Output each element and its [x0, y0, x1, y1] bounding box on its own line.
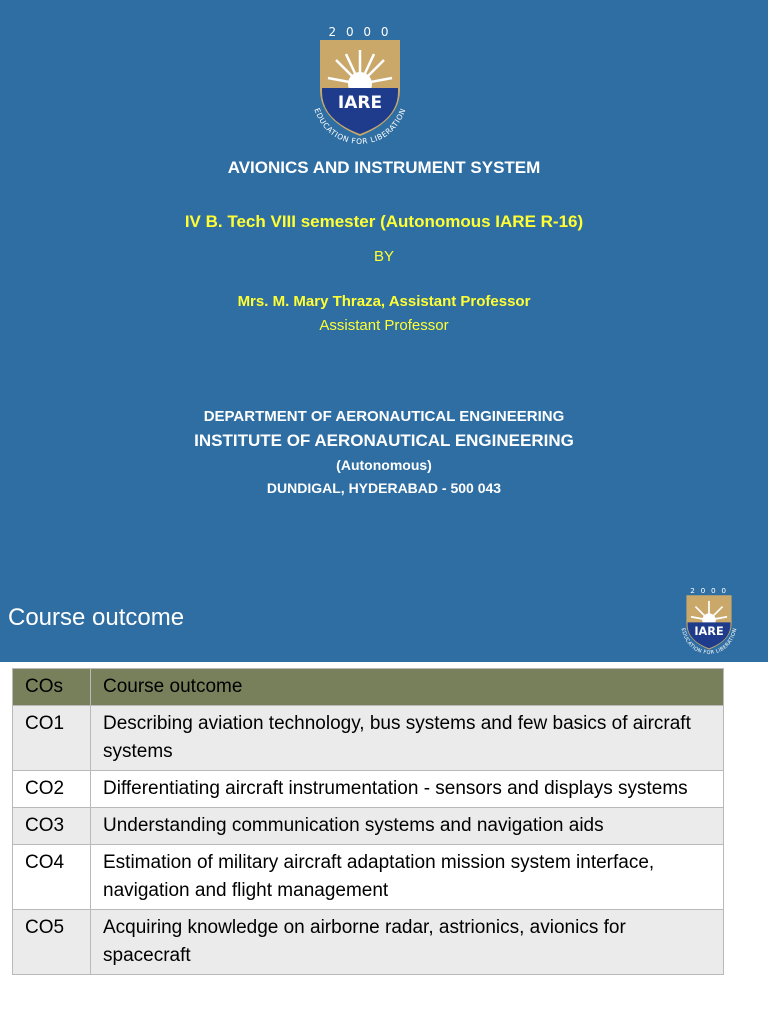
- co-outcome: Acquiring knowledge on airborne radar, astrionics, avionics for spacecraft: [91, 910, 724, 975]
- co-outcome: Estimation of military aircraft adaptation mission system interface, navigation and flight management: [91, 845, 724, 910]
- by-label: BY: [373, 248, 394, 265]
- logo-small-year: 2 0 0 0: [690, 586, 728, 596]
- institute-address: DUNDIGAL, HYDERABAD - 500 043: [266, 480, 502, 496]
- course-outcome-table: [12, 668, 724, 975]
- institute-name: INSTITUTE OF AERONAUTICAL ENGINEERING: [194, 431, 574, 450]
- co-code: CO5: [13, 910, 91, 975]
- header-cos: COs: [13, 669, 91, 706]
- slide-title: Course outcome: [8, 604, 185, 631]
- co-code: CO3: [13, 808, 91, 845]
- logo-small-name: IARE: [694, 624, 724, 638]
- table-row: [13, 845, 724, 910]
- department-name: DEPARTMENT OF AERONAUTICAL ENGINEERING: [203, 408, 565, 425]
- autonomous-status: (Autonomous): [336, 457, 432, 473]
- logo-name: IARE: [337, 93, 383, 113]
- co-outcome: Differentiating aircraft instrumentation - sensors and displays systems: [91, 771, 724, 808]
- co-outcome: Understanding communication systems and navigation aids: [91, 808, 724, 845]
- table-row: [13, 771, 724, 808]
- slide-header: [0, 576, 768, 662]
- co-outcome: Describing aviation technology, bus systems and few basics of aircraft systems: [91, 706, 724, 771]
- author-role: Assistant Professor: [319, 317, 449, 334]
- author-name: Mrs. M. Mary Thraza, Assistant Professor: [237, 293, 531, 310]
- table-header-row: [13, 669, 724, 706]
- table-row: [13, 808, 724, 845]
- subject-title: AVIONICS AND INSTRUMENT SYSTEM: [227, 158, 541, 177]
- logo-motto: EDUCATION FOR LIBERATION: [312, 106, 408, 146]
- logo-small-motto: EDUCATION FOR LIBERATION: [679, 627, 739, 656]
- table-row: [13, 706, 724, 771]
- logo-year: 2 0 0 0: [328, 25, 392, 39]
- course-outcome-slide: [0, 576, 768, 1024]
- co-code: CO1: [13, 706, 91, 771]
- table-row: [13, 910, 724, 975]
- co-code: CO4: [13, 845, 91, 910]
- semester-info: IV B. Tech VIII semester (Autonomous IARE R-16): [184, 212, 584, 231]
- iare-logo: [298, 18, 422, 146]
- iare-logo-small: [674, 582, 744, 656]
- header-course-outcome: Course outcome: [91, 669, 724, 706]
- co-code: CO2: [13, 771, 91, 808]
